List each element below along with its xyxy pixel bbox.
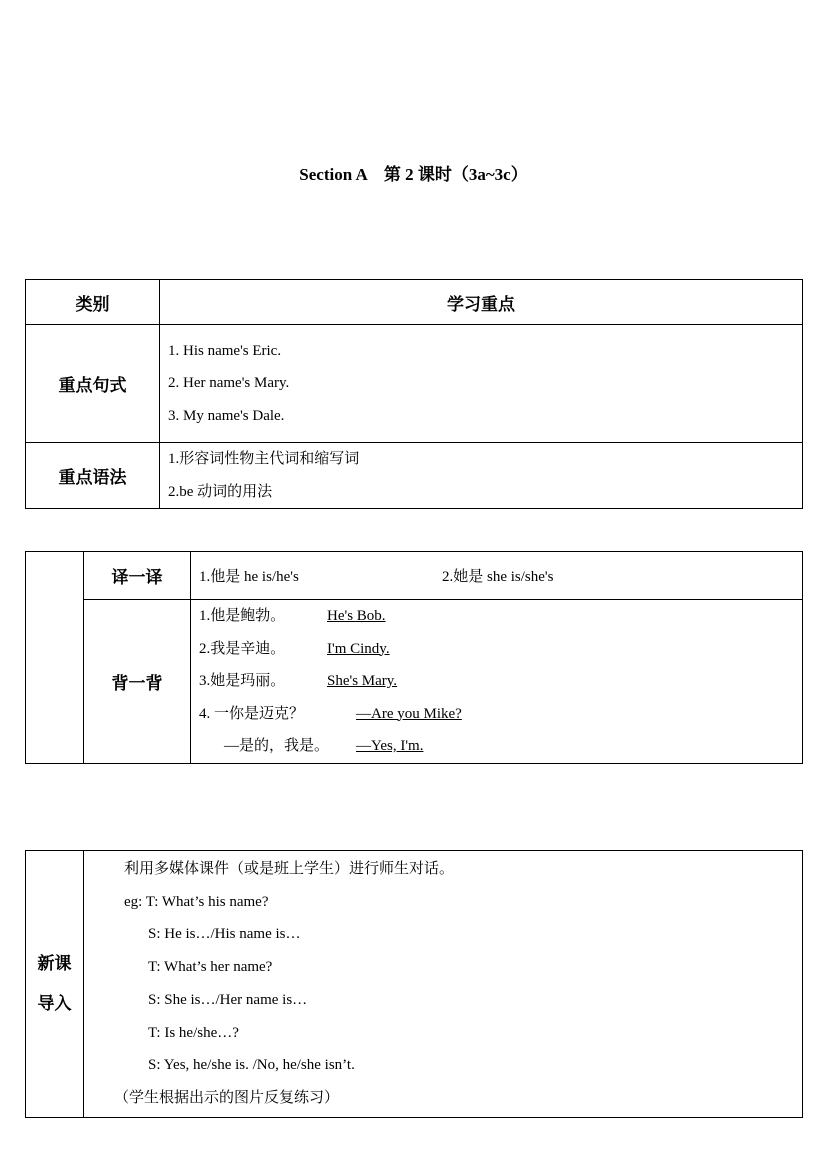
intro-line: T: What’s her name? [148,959,273,976]
recite-item: 2.我是辛迪。 I'm Cindy. [199,640,390,657]
row-label-grammar: 重点语法 [26,443,160,509]
translate-cell [191,552,803,600]
sentences-cell [160,325,803,443]
grammar-item: 1.形容词性物主代词和缩写词 [168,451,360,467]
header-focus: 学习重点 [160,280,803,325]
recite-item: 1.他是鲍勃。 He's Bob. [199,608,386,624]
recite-item: 4. 一你是迈克？ —Are you Mike? [199,705,462,722]
translate-label: 译一译 [84,552,191,600]
row-label-sentences: 重点句式 [26,325,160,443]
intro-cell [84,851,803,1118]
focus-table [25,279,803,509]
intro-table [25,850,803,1118]
intro-line: eg: T: What’s his name? [124,893,269,910]
recite-label: 背一背 [84,600,191,764]
intro-label [26,851,84,1118]
sentence-item: 2. Her name's Mary. [168,375,290,392]
intro-line: S: He is…/His name is… [148,926,301,943]
recite-cell [191,600,803,764]
intro-line: S: She is…/Her name is… [148,991,308,1008]
intro-label-line2: 导入 [37,993,72,1014]
intro-line: S: Yes, he/she is. /No, he/she isn’t. [148,1057,355,1074]
sentence-item: 1. His name's Eric. [168,342,282,359]
grammar-item: 2.be 动词的用法 [168,483,273,500]
intro-label-line1: 新课 [37,953,72,974]
translate-item: 1.他是 he is/he's [199,569,299,585]
intro-line: （学生根据出示的图片反复练习） [114,1089,340,1106]
intro-line: 利用多媒体课件（或是班上学生）进行师生对话。 [124,861,455,877]
recite-item: 3.她是玛丽。 She's Mary. [199,673,398,689]
grammar-cell [160,443,803,509]
intro-line: T: Is he/she…? [148,1024,239,1041]
recite-item: —是的，我是。 —Yes, I'm. [224,738,424,754]
sentence-item: 3. My name's Dale. [168,407,285,424]
practice-table [25,551,803,764]
page-title: Section A 第 2 课时（3a~3c） [299,165,528,184]
header-category: 类别 [26,280,160,325]
translate-item: 2.她是 she is/she's [442,569,554,585]
blank-cell [26,552,84,764]
